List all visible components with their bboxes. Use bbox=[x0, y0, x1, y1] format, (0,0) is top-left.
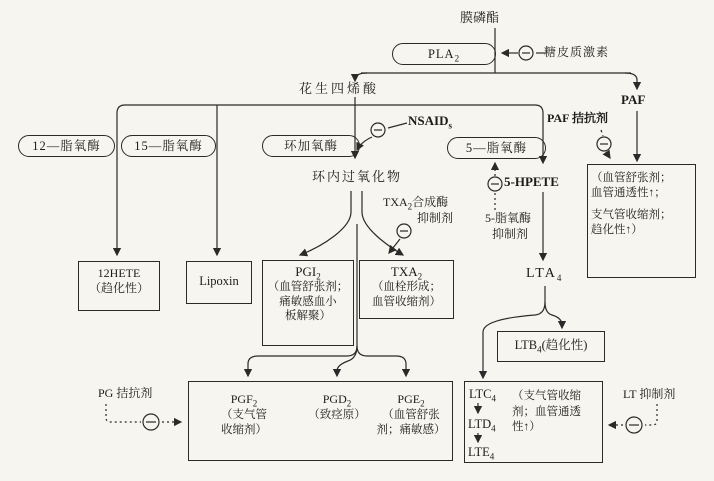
arrow-to-pge2 bbox=[357, 346, 406, 376]
box-pgi2 bbox=[262, 260, 354, 346]
node-5lox-inhibitor-line1: 5-脂氧酶 bbox=[485, 211, 531, 225]
nsaids-base: NSAID bbox=[408, 113, 449, 128]
arrow-to-paf bbox=[625, 73, 637, 89]
pla2-base: PLA bbox=[427, 47, 455, 61]
node-lt-inhibitor: LT 抑制剂 bbox=[623, 387, 676, 401]
cys-effect-3: 性↑） bbox=[512, 421, 541, 434]
line-ltinh-1 bbox=[645, 404, 657, 425]
ltb4-sub: 4 bbox=[537, 344, 542, 355]
node-lte4: $LTE_4$ bbox=[468, 445, 495, 462]
arrow-to-pgd2 bbox=[337, 346, 357, 376]
enzyme-cyclooxygenase: 环加氧酶 bbox=[262, 135, 360, 157]
node-glucocorticoid: 糖皮质激素 bbox=[544, 45, 610, 59]
col-pgf2 bbox=[203, 392, 285, 437]
inhibit-icon-nsaid bbox=[371, 123, 385, 137]
pgf2-title: $PGF_2$ bbox=[230, 392, 258, 409]
nsaids-sub: s bbox=[448, 120, 452, 131]
pge2-effect-2: 剂；痛敏感） bbox=[376, 423, 446, 436]
box-prostaglandins bbox=[188, 381, 453, 461]
pgi2-effect-2: 痛敏感血小 bbox=[279, 295, 337, 308]
enzyme-pla2 bbox=[392, 43, 496, 65]
txa2si-sub: 2 bbox=[407, 201, 413, 212]
paf-effect-3: 支气管收缩剂； bbox=[591, 208, 672, 221]
enzyme-5-lipoxygenase: 5—脂氧酶 bbox=[447, 137, 546, 159]
ltb4-effect: (趋化性) bbox=[541, 338, 588, 352]
node-5lox-inhibitor-line2: 抑制剂 bbox=[492, 227, 529, 241]
12hete-effect: （趋化性） bbox=[88, 281, 149, 295]
inhibit-icon-pgant bbox=[143, 414, 159, 430]
ltb4-base: LTB bbox=[514, 338, 538, 352]
inhibit-icon-txa2si bbox=[397, 224, 411, 238]
pgi2-effect-1: （血管舒张剂； bbox=[267, 281, 349, 294]
box-txa2 bbox=[359, 260, 454, 319]
12hete-title: 12HETE bbox=[97, 266, 141, 280]
lta4-base: LTA bbox=[526, 266, 557, 281]
cys-effect-2: 剂；血管通透 bbox=[512, 405, 581, 418]
paf-effect-2: 血管通透性↑； bbox=[591, 186, 666, 199]
node-pg-antagonist: PG 拮抗剂 bbox=[98, 386, 153, 400]
inhibit-icon-pafant bbox=[597, 137, 611, 151]
pgd2-title: $PGD_2$ bbox=[322, 392, 352, 409]
paf-effect-1: （血管舒张剂； bbox=[591, 172, 672, 184]
col-pgd2 bbox=[295, 392, 379, 423]
txa2-effect-1: （血栓形成； bbox=[372, 281, 441, 294]
node-endoperoxide: 环内过氧化物 bbox=[312, 169, 403, 184]
box-cysteinyl-lts bbox=[464, 381, 603, 463]
col-pge2 bbox=[373, 392, 449, 437]
pgd2-effect-1: （致痉原） bbox=[308, 408, 366, 421]
node-5-hpete: 5-HPETE bbox=[504, 174, 559, 189]
pge2-effect-1: （血管舒张 bbox=[382, 408, 440, 421]
txa2-effect-2: 血管收缩剂） bbox=[372, 295, 441, 308]
inhibit-icon-ltinh bbox=[626, 417, 642, 433]
paf-effect-4: 趋化性↑） bbox=[591, 223, 643, 236]
pgi2-effect-3: 板解聚） bbox=[285, 310, 331, 322]
arrow-txa2si bbox=[389, 239, 400, 253]
pgf2-effect-1: （支气管 bbox=[221, 408, 267, 421]
pgf2-effect-2: 收缩剂） bbox=[221, 423, 267, 436]
box-lipoxin: Lipoxin bbox=[186, 261, 252, 304]
enzyme-12-lipoxygenase: 12—脂氧酶 bbox=[18, 135, 115, 157]
line-pgant-1 bbox=[106, 404, 141, 422]
inhibit-icon-glucocorticoid bbox=[519, 46, 533, 60]
pla2-sub: 2 bbox=[454, 53, 461, 64]
node-paf-antagonist: PAF 拮抗剂 bbox=[547, 111, 608, 125]
cysteinyl-effects bbox=[512, 389, 600, 436]
node-txa2-synthase-inhibitor-line2: 抑制剂 bbox=[417, 211, 454, 225]
arrow-to-pgi2 bbox=[300, 191, 351, 255]
node-lta4 bbox=[526, 266, 563, 282]
lta4-sub: 4 bbox=[556, 272, 564, 283]
node-membrane-phospholipid: 膜磷酯 bbox=[460, 10, 500, 25]
arrow-to-12hete bbox=[117, 105, 125, 255]
box-12hete bbox=[78, 261, 160, 311]
pge2-title: $PGE_2$ bbox=[397, 392, 425, 409]
line-nsaid-1 bbox=[388, 123, 407, 128]
arrow-to-pgf2 bbox=[248, 346, 357, 376]
inhibit-icon-loxinh bbox=[488, 177, 502, 191]
arrow-pafant bbox=[606, 152, 610, 158]
arrow-to-ltb4 bbox=[545, 302, 562, 328]
cys-effect-1: （支气管收缩 bbox=[512, 390, 581, 402]
txa2si-base: TXA bbox=[383, 195, 408, 209]
box-paf-effects bbox=[587, 164, 696, 278]
txa2si-rest: 合成酶 bbox=[412, 195, 449, 209]
node-nsaids bbox=[408, 114, 452, 129]
node-paf: PAF bbox=[621, 92, 646, 107]
node-txa2-synthase-inhibitor-line1 bbox=[383, 196, 448, 210]
arrow-to-arachidonic bbox=[355, 73, 367, 81]
box-ltb4 bbox=[497, 331, 605, 362]
node-ltd4: $LTD_4$ bbox=[468, 417, 496, 434]
node-ltc4: $LTC_4$ bbox=[469, 387, 496, 404]
line-pafant-1 bbox=[601, 130, 603, 136]
enzyme-15-lipoxygenase: 15—脂氧酶 bbox=[121, 135, 216, 157]
node-arachidonic-acid: 花生四烯酸 bbox=[299, 81, 380, 96]
pgi2-title: $PGI_2$ bbox=[295, 264, 321, 282]
txa2-title: $TXA_2$ bbox=[390, 264, 423, 282]
